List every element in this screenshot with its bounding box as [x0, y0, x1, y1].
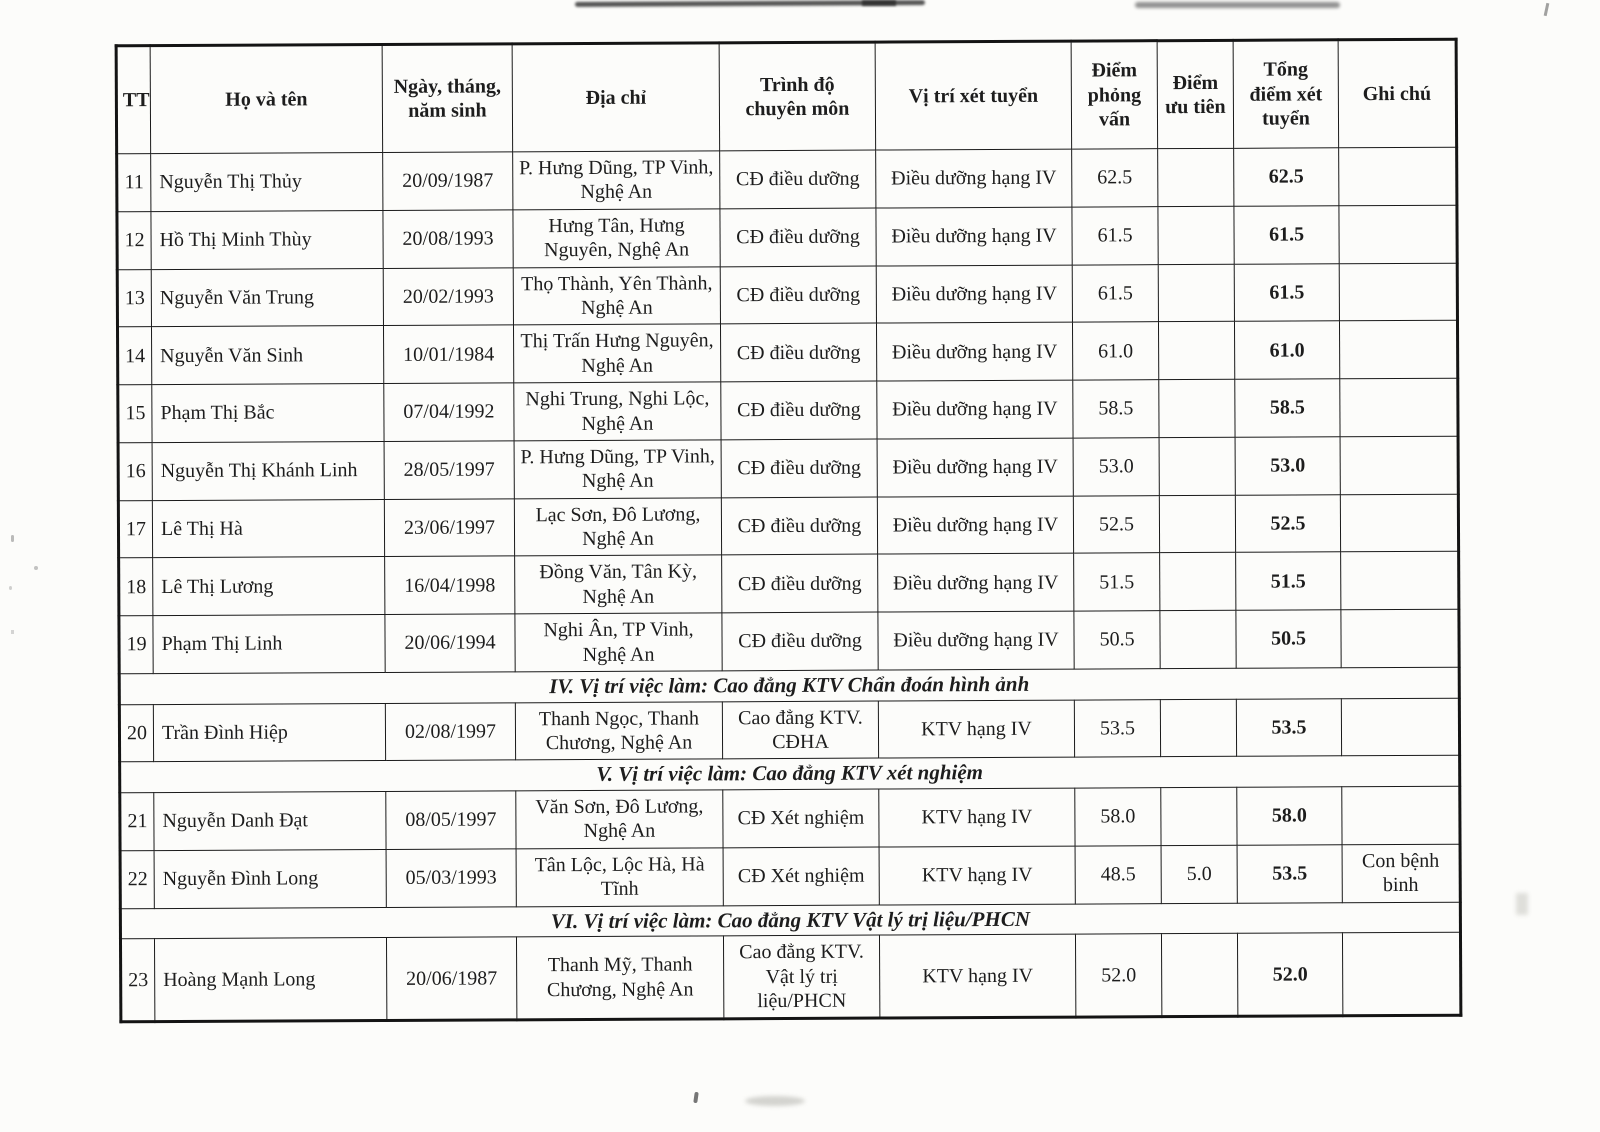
- cell-priority_score: [1160, 699, 1236, 757]
- cell-interview_score: 51.5: [1074, 553, 1160, 611]
- cell-total_score: 61.0: [1234, 321, 1339, 379]
- cell-total_score: 62.5: [1234, 148, 1339, 206]
- cell-total_score: 53.5: [1237, 845, 1342, 903]
- cell-total_score: 52.5: [1235, 494, 1340, 552]
- cell-interview_score: 53.5: [1074, 699, 1160, 757]
- cell-dob: 23/06/1997: [384, 499, 514, 557]
- cell-priority_score: [1161, 934, 1237, 1018]
- table-body: [117, 147, 1461, 1022]
- cell-tt: 21: [120, 793, 154, 851]
- cell-name: Hồ Thị Minh Thùy: [151, 210, 383, 269]
- cell-address: Thọ Thành, Yên Thành, Nghệ An: [513, 266, 720, 325]
- cell-note: [1339, 205, 1457, 263]
- cell-dob: 20/06/1994: [385, 614, 515, 672]
- cell-tt: 15: [118, 385, 152, 443]
- cell-dob: 28/05/1997: [384, 441, 514, 499]
- cell-tt: 14: [117, 327, 151, 385]
- cell-position: KTV hạng IV: [879, 846, 1075, 905]
- cell-position: Điều dưỡng hạng IV: [878, 611, 1074, 670]
- table-row: [120, 786, 1460, 850]
- scan-smudge-top: [862, 0, 896, 6]
- cell-priority_score: [1158, 264, 1234, 322]
- table-row: [117, 263, 1457, 327]
- table-row: [117, 147, 1457, 211]
- cell-note: [1341, 552, 1459, 610]
- scan-smudge-top: [575, 0, 925, 7]
- scan-speck: [9, 586, 12, 590]
- table-row: [118, 494, 1458, 558]
- cell-total_score: 58.0: [1237, 787, 1342, 845]
- scan-smudge-top: [1135, 2, 1340, 8]
- cell-dob: 20/06/1987: [386, 937, 516, 1021]
- scan-mark: [1544, 3, 1550, 16]
- cell-position: KTV hạng IV: [878, 700, 1074, 759]
- cell-total_score: 61.5: [1234, 263, 1339, 321]
- cell-total_score: 53.0: [1235, 437, 1340, 495]
- cell-qualification: CĐ điều dưỡng: [721, 439, 877, 498]
- cell-dob: 10/01/1984: [383, 325, 513, 383]
- cell-qualification: CĐ Xét nghiệm: [723, 847, 879, 906]
- cell-interview_score: 58.5: [1073, 380, 1159, 438]
- scan-mark: [693, 1092, 698, 1103]
- cell-address: Hưng Tân, Hưng Nguyên, Nghệ An: [513, 209, 720, 268]
- cell-address: Thị Trấn Hưng Nguyên, Nghệ An: [513, 324, 720, 383]
- table-row: [120, 844, 1460, 908]
- column-header-interview_score: Điểm phỏng vấn: [1071, 41, 1158, 149]
- column-header-dob: Ngày, tháng, năm sinh: [382, 44, 513, 153]
- cell-position: Điều dưỡng hạng IV: [877, 496, 1073, 555]
- cell-interview_score: 61.5: [1072, 206, 1158, 264]
- cell-qualification: CĐ điều dưỡng: [720, 323, 876, 382]
- cell-tt: 22: [120, 850, 154, 908]
- cell-total_score: 61.5: [1234, 206, 1339, 264]
- cell-note: [1342, 932, 1460, 1016]
- cell-tt: 11: [117, 154, 151, 212]
- table-header: [116, 39, 1457, 154]
- cell-qualification: CĐ Xét nghiệm: [723, 789, 879, 848]
- cell-qualification: CĐ điều dưỡng: [720, 266, 876, 325]
- cell-qualification: Cao đẳng KTV. CĐHA: [722, 701, 878, 760]
- cell-address: Thanh Mỹ, Thanh Chương, Nghệ An: [516, 936, 723, 1020]
- column-header-address: Địa chỉ: [512, 43, 720, 152]
- cell-tt: 20: [119, 704, 153, 762]
- scan-speck: [11, 630, 14, 634]
- cell-address: P. Hưng Dũng, TP Vinh, Nghệ An: [513, 151, 720, 210]
- cell-priority_score: 5.0: [1161, 845, 1237, 903]
- cell-name: Phạm Thị Linh: [153, 615, 385, 674]
- cell-qualification: Cao đẳng KTV. Vật lý trị liệu/PHCN: [723, 935, 879, 1019]
- column-header-name: Họ và tên: [150, 44, 383, 153]
- cell-name: Trần Đình Hiệp: [153, 703, 385, 762]
- scan-smudge-bottom: [745, 1096, 805, 1106]
- cell-address: Nghi Ân, TP Vinh, Nghệ An: [515, 613, 722, 672]
- cell-dob: 02/08/1997: [385, 702, 515, 760]
- cell-note: [1339, 147, 1457, 205]
- cell-address: Thanh Ngọc, Thanh Chương, Nghệ An: [515, 701, 722, 760]
- cell-dob: 16/04/1998: [385, 556, 515, 614]
- cell-total_score: 58.5: [1235, 379, 1340, 437]
- cell-qualification: CĐ điều dưỡng: [722, 612, 878, 671]
- cell-position: KTV hạng IV: [879, 788, 1075, 847]
- cell-tt: 17: [118, 500, 152, 558]
- cell-name: Nguyễn Thị Khánh Linh: [152, 441, 384, 500]
- scan-speck: [11, 535, 14, 542]
- cell-priority_score: [1160, 611, 1236, 669]
- cell-name: Nguyễn Danh Đạt: [154, 791, 386, 850]
- cell-position: Điều dưỡng hạng IV: [877, 380, 1073, 439]
- section-label: V. Vị trí việc làm: Cao đẳng KTV xét nghiệm: [120, 756, 1460, 793]
- cell-address: Văn Sơn, Đô Lương, Nghệ An: [516, 790, 723, 849]
- cell-address: P. Hưng Dũng, TP Vinh, Nghệ An: [514, 440, 721, 499]
- cell-name: Phạm Thị Bắc: [152, 384, 384, 443]
- scan-smudge-right: [1516, 893, 1528, 915]
- cell-dob: 20/02/1993: [383, 267, 513, 325]
- table-row: [117, 321, 1457, 385]
- cell-dob: 20/09/1987: [383, 152, 513, 210]
- cell-name: Lê Thị Lương: [153, 557, 385, 616]
- cell-address: Tân Lộc, Lộc Hà, Hà Tĩnh: [516, 848, 723, 907]
- cell-dob: 20/08/1993: [383, 210, 513, 268]
- cell-total_score: 53.5: [1236, 698, 1341, 756]
- cell-tt: 13: [117, 269, 151, 327]
- cell-priority_score: [1159, 495, 1235, 553]
- cell-address: Nghi Trung, Nghi Lộc, Nghệ An: [514, 382, 721, 441]
- cell-priority_score: [1158, 206, 1234, 264]
- cell-total_score: 51.5: [1236, 552, 1341, 610]
- cell-interview_score: 52.0: [1075, 934, 1161, 1018]
- cell-interview_score: 62.5: [1072, 149, 1158, 207]
- cell-position: Điều dưỡng hạng IV: [876, 322, 1072, 381]
- cell-tt: 12: [117, 211, 151, 269]
- cell-position: Điều dưỡng hạng IV: [876, 207, 1072, 266]
- cell-note: [1340, 436, 1458, 494]
- cell-interview_score: 52.5: [1073, 495, 1159, 553]
- cell-tt: 23: [120, 939, 154, 1022]
- cell-name: Nguyễn Thị Thủy: [151, 152, 383, 211]
- cell-note: [1341, 609, 1459, 667]
- cell-note: [1339, 263, 1457, 321]
- cell-name: Nguyễn Văn Sinh: [151, 326, 383, 385]
- cell-priority_score: [1161, 787, 1237, 845]
- cell-total_score: 50.5: [1236, 610, 1341, 668]
- column-header-tt: TT: [116, 46, 151, 154]
- table-row: [119, 609, 1459, 673]
- cell-name: Lê Thị Hà: [152, 499, 384, 558]
- cell-priority_score: [1159, 437, 1235, 495]
- cell-name: Nguyễn Đình Long: [154, 849, 386, 908]
- table-row: [118, 436, 1458, 500]
- cell-interview_score: 48.5: [1075, 845, 1161, 903]
- cell-name: Nguyễn Văn Trung: [151, 268, 383, 327]
- cell-address: Đồng Văn, Tân Kỳ, Nghệ An: [515, 555, 722, 614]
- column-header-qualification: Trình độ chuyên môn: [719, 42, 876, 151]
- cell-interview_score: 50.5: [1074, 611, 1160, 669]
- cell-tt: 19: [119, 616, 153, 674]
- cell-dob: 08/05/1997: [386, 791, 516, 849]
- cell-priority_score: [1160, 553, 1236, 611]
- table-row: [118, 378, 1458, 442]
- table-row: [117, 205, 1457, 269]
- cell-qualification: CĐ điều dưỡng: [722, 555, 878, 614]
- cell-qualification: CĐ điều dưỡng: [720, 150, 876, 209]
- cell-interview_score: 58.0: [1075, 788, 1161, 846]
- header-row: [116, 39, 1457, 154]
- scan-speck: [34, 566, 38, 570]
- cell-tt: 18: [119, 558, 153, 616]
- table-row: [119, 552, 1459, 616]
- cell-position: Điều dưỡng hạng IV: [877, 438, 1073, 497]
- cell-interview_score: 61.5: [1072, 264, 1158, 322]
- cell-priority_score: [1159, 379, 1235, 437]
- section-label: VI. Vị trí việc làm: Cao đẳng KTV Vật lý trị liệu/PHCN: [120, 902, 1460, 939]
- cell-total_score: 52.0: [1237, 933, 1342, 1017]
- cell-dob: 07/04/1992: [384, 383, 514, 441]
- candidate-results-table: [115, 38, 1463, 1024]
- document-sheet: [115, 38, 1461, 1024]
- column-header-position: Vị trí xét tuyển: [875, 41, 1072, 150]
- cell-address: Lạc Sơn, Đô Lương, Nghệ An: [514, 498, 721, 557]
- column-header-note: Ghi chú: [1338, 39, 1457, 148]
- cell-tt: 16: [118, 443, 152, 501]
- cell-qualification: CĐ điều dưỡng: [721, 497, 877, 556]
- cell-position: KTV hạng IV: [879, 934, 1075, 1018]
- table-row: [120, 932, 1460, 1022]
- cell-note: [1340, 378, 1458, 436]
- cell-interview_score: 61.0: [1072, 322, 1158, 380]
- cell-note: [1341, 698, 1459, 756]
- cell-priority_score: [1158, 322, 1234, 380]
- cell-dob: 05/03/1993: [386, 849, 516, 907]
- cell-note: Con bệnh binh: [1342, 844, 1460, 902]
- column-header-total_score: Tổng điểm xét tuyển: [1233, 40, 1339, 149]
- cell-qualification: CĐ điều dưỡng: [720, 208, 876, 267]
- cell-interview_score: 53.0: [1073, 438, 1159, 496]
- cell-priority_score: [1158, 148, 1234, 206]
- section-label: IV. Vị trí việc làm: Cao đẳng KTV Chẩn đoán hình ảnh: [119, 667, 1459, 704]
- table-row: [119, 698, 1459, 762]
- column-header-priority_score: Điểm ưu tiên: [1157, 40, 1234, 148]
- cell-name: Hoàng Mạnh Long: [154, 938, 386, 1022]
- cell-position: Điều dưỡng hạng IV: [878, 554, 1074, 613]
- cell-note: [1340, 494, 1458, 552]
- cell-position: Điều dưỡng hạng IV: [876, 265, 1072, 324]
- cell-position: Điều dưỡng hạng IV: [876, 149, 1072, 208]
- cell-qualification: CĐ điều dưỡng: [721, 381, 877, 440]
- cell-note: [1339, 321, 1457, 379]
- cell-note: [1342, 786, 1460, 844]
